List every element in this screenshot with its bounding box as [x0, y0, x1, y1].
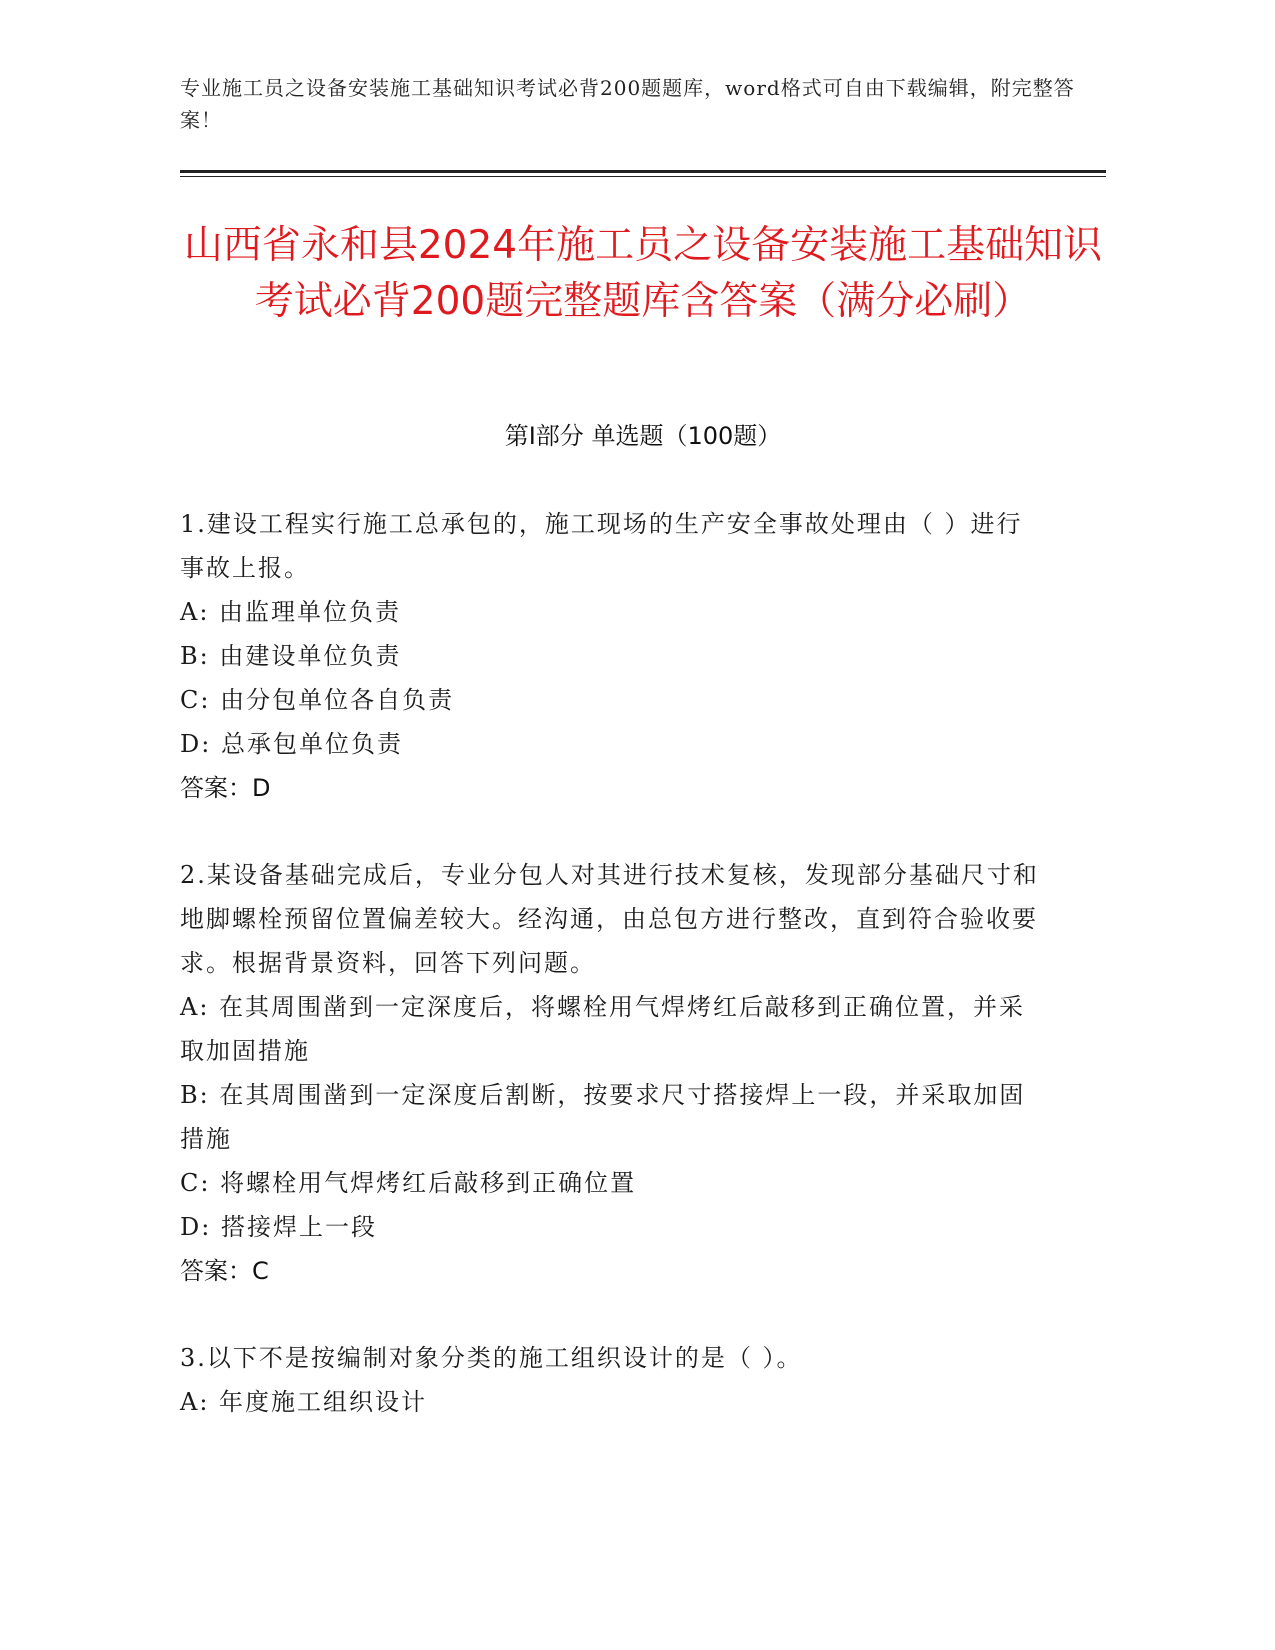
- answer-line: 答案：D: [180, 774, 271, 802]
- question-3: [180, 1336, 1040, 1424]
- option-a: A: 由监理单位负责: [180, 598, 402, 626]
- option-a: A: 年度施工组织设计: [180, 1388, 428, 1416]
- question-list: [180, 502, 1040, 1467]
- option-b: B: 由建设单位负责: [180, 642, 402, 670]
- option-c: C: 由分包单位各自负责: [180, 686, 455, 714]
- answer-line: 答案：C: [180, 1257, 269, 1285]
- question-stem: 2.某设备基础完成后，专业分包人对其进行技术复核，发现部分基础尺寸和地脚螺栓预留位置偏差较大。经沟通，由总包方进行整改，直到符合验收要求。根据背景资料，回答下列问题。: [180, 861, 1039, 977]
- header-rule-thin: [180, 176, 1106, 177]
- option-d: D: 总承包单位负责: [180, 730, 403, 758]
- question-stem: 1.建设工程实行施工总承包的，施工现场的生产安全事故处理由（ ）进行事故上报。: [180, 510, 1023, 582]
- document-title: 山西省永和县2024年施工员之设备安装施工基础知识考试必背200题完整题库含答案（满分必刷）: [183, 223, 1103, 324]
- question-2: [180, 853, 1040, 1293]
- option-a: A: 在其周围凿到一定深度后，将螺栓用气焊烤红后敲移到正确位置，并采取加固措施: [180, 993, 1026, 1065]
- question-stem: 3.以下不是按编制对象分类的施工组织设计的是（ ）。: [180, 1344, 803, 1372]
- header-rule-thick: [180, 170, 1106, 173]
- section-heading: 第Ⅰ部分 单选题（100题）: [504, 422, 782, 450]
- option-c: C: 将螺栓用气焊烤红后敲移到正确位置: [180, 1169, 637, 1197]
- question-1: [180, 502, 1040, 810]
- option-b: B: 在其周围凿到一定深度后割断，按要求尺寸搭接焊上一段，并采取加固措施: [180, 1081, 1026, 1153]
- option-d: D: 搭接焊上一段: [180, 1213, 377, 1241]
- header-note: 专业施工员之设备安装施工基础知识考试必背200题题库，word格式可自由下载编辑，附完整答案！: [180, 76, 1075, 132]
